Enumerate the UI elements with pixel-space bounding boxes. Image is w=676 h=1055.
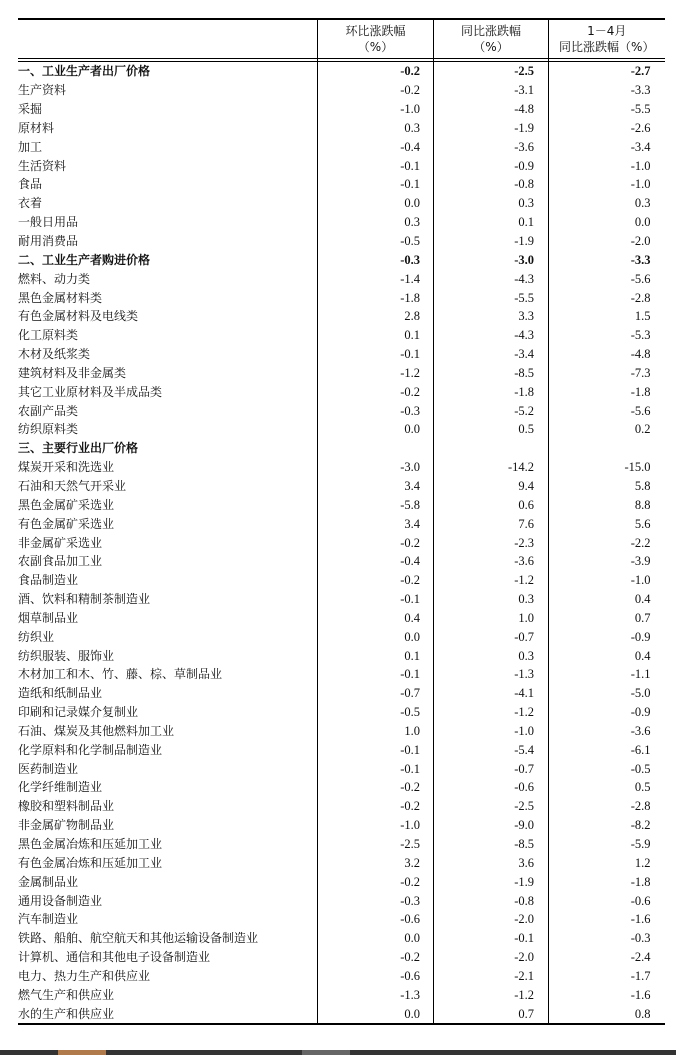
- value-mom: 3.2: [318, 853, 434, 872]
- value-yoy: 7.6: [434, 514, 549, 533]
- value-mom: -0.1: [318, 156, 434, 175]
- value-mom: -0.2: [318, 382, 434, 401]
- table-row: [18, 929, 665, 948]
- value-yoy: -0.7: [434, 759, 549, 778]
- value-mom: -1.3: [318, 985, 434, 1004]
- value-yoy: 1.0: [434, 608, 549, 627]
- table-row: [18, 552, 665, 571]
- header-ytd-period: 1－4月: [587, 24, 627, 38]
- row-label: 木材加工和木、竹、藤、棕、草制品业: [18, 665, 318, 684]
- value-mom: -0.3: [318, 401, 434, 420]
- header-ytd-title: 同比涨跌幅（%）: [559, 40, 655, 54]
- row-label: 酒、饮料和精制茶制造业: [18, 590, 318, 609]
- value-ytd-yoy: -5.9: [630, 837, 651, 852]
- value-yoy: -5.4: [434, 740, 549, 759]
- value-yoy: -0.1: [434, 929, 549, 948]
- value-ytd-yoy: -2.8: [630, 290, 651, 305]
- value-ytd-yoy: -1.6: [630, 987, 651, 1002]
- value-ytd-yoy: -3.3: [630, 83, 651, 98]
- row-label: 采掘: [18, 100, 318, 119]
- value-mom: -0.2: [318, 948, 434, 967]
- table-row: [18, 665, 665, 684]
- row-label: 二、工业生产者购进价格: [18, 250, 318, 269]
- table-row: [18, 608, 665, 627]
- table-row: [18, 364, 665, 383]
- row-label: 一般日用品: [18, 213, 318, 232]
- row-label: 煤炭开采和洗选业: [18, 458, 318, 477]
- value-ytd-yoy: -1.0: [630, 158, 651, 173]
- header-ytd: [549, 19, 665, 59]
- value-mom: -0.3: [318, 891, 434, 910]
- value-yoy: -4.3: [434, 269, 549, 288]
- footer-bar: [0, 1050, 676, 1055]
- row-label: 农副食品加工业: [18, 552, 318, 571]
- row-label: 纺织业: [18, 627, 318, 646]
- row-label: 生产资料: [18, 81, 318, 100]
- row-label: 纺织原料类: [18, 420, 318, 439]
- value-mom: 0.0: [318, 929, 434, 948]
- row-label: 烟草制品业: [18, 608, 318, 627]
- value-yoy: 0.3: [434, 646, 549, 665]
- value-ytd-yoy: -1.1: [630, 667, 651, 682]
- row-label: 计算机、通信和其他电子设备制造业: [18, 948, 318, 967]
- table-row: [18, 81, 665, 100]
- row-label: 纺织服装、服饰业: [18, 646, 318, 665]
- value-mom: -0.4: [318, 137, 434, 156]
- value-yoy: -4.8: [434, 100, 549, 119]
- value-ytd-yoy: -0.3: [630, 931, 651, 946]
- value-mom: 2.8: [318, 307, 434, 326]
- header-yoy: [434, 19, 549, 59]
- value-yoy: -0.7: [434, 627, 549, 646]
- value-mom: -0.1: [318, 175, 434, 194]
- table-row: [18, 345, 665, 364]
- table-row: [18, 891, 665, 910]
- value-ytd-yoy: -2.4: [630, 950, 651, 965]
- value-ytd-yoy: -1.7: [630, 968, 651, 983]
- value-yoy: -1.3: [434, 665, 549, 684]
- row-label: 耐用消费品: [18, 232, 318, 251]
- value-ytd-yoy: 0.8: [549, 1004, 665, 1024]
- value-ytd-yoy: -1.0: [630, 177, 651, 192]
- value-ytd-yoy: -3.4: [630, 139, 651, 154]
- row-label: 有色金属矿采选业: [18, 514, 318, 533]
- value-mom: -0.5: [318, 232, 434, 251]
- table-row: [18, 156, 665, 175]
- value-yoy: -1.9: [434, 119, 549, 138]
- value-yoy: -0.6: [434, 778, 549, 797]
- header-mom: [318, 19, 434, 59]
- value-yoy: -3.0: [434, 250, 549, 269]
- row-label: 木材及纸浆类: [18, 345, 318, 364]
- value-yoy: -3.6: [434, 137, 549, 156]
- value-mom: -0.2: [318, 62, 434, 81]
- row-label: 农副产品类: [18, 401, 318, 420]
- value-mom: -1.0: [318, 100, 434, 119]
- value-ytd-yoy: -5.6: [630, 271, 651, 286]
- value-mom: 0.0: [318, 627, 434, 646]
- value-ytd-yoy: -1.8: [630, 874, 651, 889]
- table-row: [18, 590, 665, 609]
- value-yoy: -0.9: [434, 156, 549, 175]
- row-label: 金属制品业: [18, 872, 318, 891]
- value-mom: 0.1: [318, 326, 434, 345]
- value-yoy: 3.6: [434, 853, 549, 872]
- value-mom: 0.3: [318, 213, 434, 232]
- value-ytd-yoy: -2.2: [630, 535, 651, 550]
- table-row: [18, 778, 665, 797]
- table-row: [18, 835, 665, 854]
- header-label-col: [18, 19, 318, 59]
- value-yoy: -0.8: [434, 891, 549, 910]
- value-yoy: -3.1: [434, 81, 549, 100]
- value-yoy: -2.0: [434, 910, 549, 929]
- row-label: 化学原料和化学制品制造业: [18, 740, 318, 759]
- table-row: [18, 119, 665, 138]
- value-mom: 1.0: [318, 722, 434, 741]
- value-mom: -0.3: [318, 250, 434, 269]
- value-yoy: -3.6: [434, 552, 549, 571]
- value-ytd-yoy: 0.7: [634, 610, 651, 625]
- value-yoy: 0.1: [434, 213, 549, 232]
- value-yoy: -8.5: [434, 835, 549, 854]
- value-ytd-yoy: -5.5: [630, 102, 651, 117]
- value-mom: -2.5: [318, 835, 434, 854]
- row-label: 有色金属冶炼和压延加工业: [18, 853, 318, 872]
- value-yoy: -1.0: [434, 722, 549, 741]
- value-ytd-yoy: -2.8: [630, 799, 651, 814]
- value-ytd-yoy: 0.4: [634, 592, 651, 607]
- value-ytd-yoy: 1.5: [634, 309, 651, 324]
- value-yoy: -5.2: [434, 401, 549, 420]
- value-ytd-yoy: -1.0: [630, 573, 651, 588]
- value-yoy: -0.8: [434, 175, 549, 194]
- value-ytd-yoy: 8.8: [634, 497, 651, 512]
- value-ytd-yoy: -6.1: [630, 742, 651, 757]
- row-label: 造纸和纸制品业: [18, 684, 318, 703]
- row-label: 原材料: [18, 119, 318, 138]
- row-label: 化工原料类: [18, 326, 318, 345]
- table-row: [18, 740, 665, 759]
- value-mom: 0.0: [318, 194, 434, 213]
- value-ytd-yoy: -2.0: [630, 234, 651, 249]
- table-row: [18, 175, 665, 194]
- header-yoy-unit: （%）: [473, 40, 509, 54]
- table-row: [18, 477, 665, 496]
- row-label: 石油、煤炭及其他燃料加工业: [18, 722, 318, 741]
- value-yoy: 0.3: [434, 590, 549, 609]
- row-label: 黑色金属材料类: [18, 288, 318, 307]
- table-row: [18, 910, 665, 929]
- table-row: [18, 458, 665, 477]
- value-mom: -0.1: [318, 665, 434, 684]
- value-yoy: 0.6: [434, 495, 549, 514]
- table-row: [18, 232, 665, 251]
- header-row: [18, 19, 665, 59]
- header-yoy-title: 同比涨跌幅: [460, 24, 521, 38]
- value-mom: -0.6: [318, 967, 434, 986]
- value-yoy: -4.1: [434, 684, 549, 703]
- value-ytd-yoy: -0.9: [630, 629, 651, 644]
- table-row: [18, 382, 665, 401]
- footer-bar-segment: [302, 1050, 350, 1055]
- value-mom: -0.1: [318, 345, 434, 364]
- value-yoy: -4.3: [434, 326, 549, 345]
- value-mom: 0.0: [318, 1004, 434, 1024]
- value-mom: 0.0: [318, 420, 434, 439]
- value-mom: -0.7: [318, 684, 434, 703]
- row-label: 电力、热力生产和供应业: [18, 967, 318, 986]
- value-ytd-yoy: 1.2: [634, 855, 651, 870]
- row-label: 加工: [18, 137, 318, 156]
- value-ytd-yoy: -3.9: [630, 554, 651, 569]
- value-yoy: -1.9: [434, 232, 549, 251]
- value-mom: 3.4: [318, 514, 434, 533]
- row-label: 医药制造业: [18, 759, 318, 778]
- value-mom: [318, 439, 434, 458]
- table-header: [18, 19, 665, 62]
- table-row: [18, 326, 665, 345]
- row-label: 燃气生产和供应业: [18, 985, 318, 1004]
- value-yoy: -1.8: [434, 382, 549, 401]
- value-ytd-yoy: 0.4: [634, 648, 651, 663]
- table-row: [18, 703, 665, 722]
- value-mom: -0.2: [318, 797, 434, 816]
- row-label: 黑色金属冶炼和压延加工业: [18, 835, 318, 854]
- row-label: 水的生产和供应业: [18, 1004, 318, 1024]
- value-mom: -1.0: [318, 816, 434, 835]
- table-row: [18, 627, 665, 646]
- value-mom: 3.4: [318, 477, 434, 496]
- table-row: [18, 401, 665, 420]
- row-label: 汽车制造业: [18, 910, 318, 929]
- table-row: [18, 967, 665, 986]
- value-ytd-yoy: -5.6: [630, 403, 651, 418]
- value-yoy: [434, 439, 549, 458]
- row-label: 有色金属材料及电线类: [18, 307, 318, 326]
- table-row: [18, 420, 665, 439]
- table-row: [18, 514, 665, 533]
- value-mom: -3.0: [318, 458, 434, 477]
- row-label: 三、主要行业出厂价格: [18, 439, 318, 458]
- table-row: [18, 853, 665, 872]
- value-mom: -0.5: [318, 703, 434, 722]
- value-mom: -1.4: [318, 269, 434, 288]
- row-label: 印刷和记录媒介复制业: [18, 703, 318, 722]
- value-ytd-yoy: -4.8: [630, 347, 651, 362]
- value-ytd-yoy: -7.3: [630, 365, 651, 380]
- value-ytd-yoy: -0.6: [630, 893, 651, 908]
- price-index-table: [18, 18, 665, 1025]
- value-mom: -0.2: [318, 533, 434, 552]
- table-row: [18, 194, 665, 213]
- value-yoy: -3.4: [434, 345, 549, 364]
- row-label: 通用设备制造业: [18, 891, 318, 910]
- table-row: [18, 62, 665, 81]
- row-label: 非金属矿物制品业: [18, 816, 318, 835]
- value-ytd-yoy: 5.8: [634, 478, 651, 493]
- value-ytd-yoy: 0.3: [634, 196, 651, 211]
- table-row: [18, 722, 665, 741]
- value-ytd-yoy: -3.6: [630, 723, 651, 738]
- value-yoy: -2.5: [434, 797, 549, 816]
- table-row: [18, 137, 665, 156]
- value-yoy: -2.3: [434, 533, 549, 552]
- row-label: 燃料、动力类: [18, 269, 318, 288]
- value-ytd-yoy: 0.0: [634, 215, 651, 230]
- table-row: [18, 797, 665, 816]
- value-yoy: -1.9: [434, 872, 549, 891]
- table-row: [18, 684, 665, 703]
- table-row: [18, 872, 665, 891]
- value-mom: 0.4: [318, 608, 434, 627]
- table-row: [18, 250, 665, 269]
- table-row: [18, 571, 665, 590]
- value-mom: -5.8: [318, 495, 434, 514]
- value-mom: -0.1: [318, 590, 434, 609]
- value-ytd-yoy: -15.0: [624, 460, 651, 475]
- row-label: 其它工业原材料及半成品类: [18, 382, 318, 401]
- row-label: 生活资料: [18, 156, 318, 175]
- table-body: [18, 62, 665, 1025]
- value-yoy: -14.2: [434, 458, 549, 477]
- value-ytd-yoy: [549, 439, 665, 458]
- value-yoy: 0.7: [434, 1004, 549, 1024]
- row-label: 非金属矿采选业: [18, 533, 318, 552]
- value-yoy: -9.0: [434, 816, 549, 835]
- value-ytd-yoy: -2.6: [630, 120, 651, 135]
- row-label: 建筑材料及非金属类: [18, 364, 318, 383]
- value-yoy: 3.3: [434, 307, 549, 326]
- value-yoy: -1.2: [434, 571, 549, 590]
- value-yoy: -2.5: [434, 62, 549, 81]
- value-yoy: -1.2: [434, 985, 549, 1004]
- value-mom: -0.1: [318, 740, 434, 759]
- row-label: 铁路、船舶、航空航天和其他运输设备制造业: [18, 929, 318, 948]
- table-row: [18, 288, 665, 307]
- row-label: 食品: [18, 175, 318, 194]
- value-ytd-yoy: -5.0: [630, 686, 651, 701]
- table-row: [18, 533, 665, 552]
- value-mom: -0.2: [318, 872, 434, 891]
- value-mom: -0.2: [318, 571, 434, 590]
- value-ytd-yoy: -8.2: [630, 818, 651, 833]
- value-ytd-yoy: -1.6: [630, 912, 651, 927]
- header-mom-unit: （%）: [357, 40, 394, 54]
- value-yoy: 0.3: [434, 194, 549, 213]
- value-ytd-yoy: -2.7: [630, 64, 651, 79]
- row-label: 橡胶和塑料制品业: [18, 797, 318, 816]
- value-mom: 0.1: [318, 646, 434, 665]
- value-mom: -0.2: [318, 81, 434, 100]
- row-label: 石油和天然气开采业: [18, 477, 318, 496]
- value-yoy: -2.1: [434, 967, 549, 986]
- table-row: [18, 759, 665, 778]
- footer-bar-accent: [58, 1050, 106, 1055]
- table-row: [18, 985, 665, 1004]
- value-mom: -1.2: [318, 364, 434, 383]
- value-ytd-yoy: -0.5: [630, 761, 651, 776]
- table-row: [18, 100, 665, 119]
- value-mom: -0.6: [318, 910, 434, 929]
- row-label: 化学纤维制造业: [18, 778, 318, 797]
- value-yoy: -8.5: [434, 364, 549, 383]
- value-ytd-yoy: -1.8: [630, 384, 651, 399]
- table-row: [18, 816, 665, 835]
- value-yoy: 9.4: [434, 477, 549, 496]
- value-yoy: -5.5: [434, 288, 549, 307]
- table-row: [18, 307, 665, 326]
- table-row: [18, 948, 665, 967]
- value-ytd-yoy: 0.5: [634, 780, 651, 795]
- row-label: 衣着: [18, 194, 318, 213]
- value-yoy: 0.5: [434, 420, 549, 439]
- value-ytd-yoy: -0.9: [630, 705, 651, 720]
- value-mom: -0.2: [318, 778, 434, 797]
- value-mom: 0.3: [318, 119, 434, 138]
- table-row: [18, 439, 665, 458]
- header-mom-title: 环比涨跌幅: [345, 24, 406, 38]
- row-label: 食品制造业: [18, 571, 318, 590]
- value-yoy: -1.2: [434, 703, 549, 722]
- table-row: [18, 495, 665, 514]
- table-row: [18, 269, 665, 288]
- value-mom: -0.4: [318, 552, 434, 571]
- value-ytd-yoy: 5.6: [634, 516, 651, 531]
- value-ytd-yoy: 0.2: [634, 422, 651, 437]
- table-row: [18, 1004, 665, 1024]
- table-row: [18, 213, 665, 232]
- table-row: [18, 646, 665, 665]
- row-label: 黑色金属矿采选业: [18, 495, 318, 514]
- value-mom: -0.1: [318, 759, 434, 778]
- row-label: 一、工业生产者出厂价格: [18, 62, 318, 81]
- value-yoy: -2.0: [434, 948, 549, 967]
- value-ytd-yoy: -5.3: [630, 328, 651, 343]
- value-ytd-yoy: -3.3: [630, 252, 651, 267]
- value-mom: -1.8: [318, 288, 434, 307]
